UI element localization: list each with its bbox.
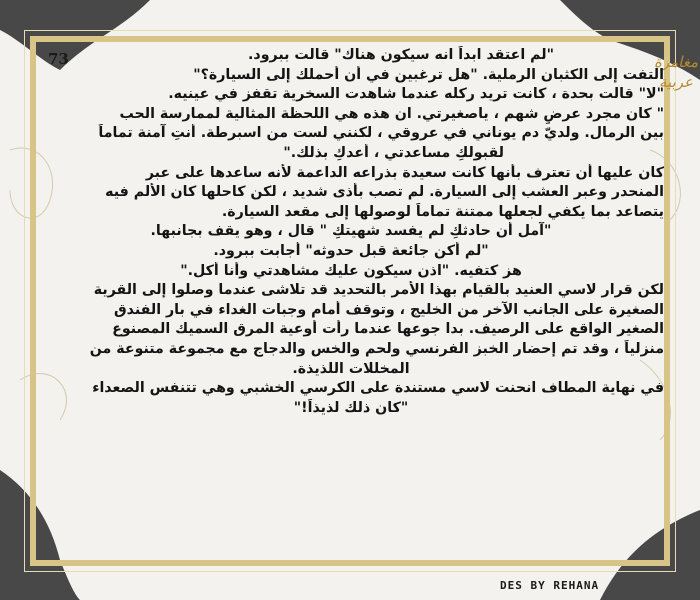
text-line: يتصاعد بما يكفي لجعلها ممتنة تماماً لوصولها إلى مقعد السيارة.	[221, 203, 664, 220]
text-line: لقبولكِ مساعدتي ، أعدكِ بذلك."	[283, 144, 504, 161]
text-line: لكن قرار لاسي العنيد بالقيام بهذا الأمر بالتحديد قد تلاشى عندما وصلوا إلى القرية	[93, 282, 664, 299]
text-line: التفت إلى الكثبان الرملية. "هل ترغبين في أن أحملك إلى السيارة؟"	[193, 66, 664, 83]
text-line: "لم أكن جائعة قبل حدوثه" أجابت ببرود.	[213, 242, 489, 259]
text-line: "لم اعتقد ابداً انه سيكون هناك" قالت ببرود.	[248, 47, 554, 63]
text-line: " كان مجرد عرضٍ شهم ، ياصغيرتي. ان هذه هي اللحظة المثالية لممارسة الحب	[119, 105, 664, 122]
text-line: هز كتفيه. "اذن سيكون عليك مشاهدتي وأنا أكل."	[180, 262, 522, 279]
text-line: المخللات اللذيذة.	[292, 360, 410, 377]
logo-line-1: مغامرة	[653, 53, 698, 71]
text-line: في نهاية المطاف انحنت لاسي مستندة على الكرسي الخشبي وهي تتنفس الصعداء	[92, 380, 664, 397]
text-line: المنحدر وعبر العشب إلى السيارة. لم تصب بأذى شديد ، لكن كاحلها كان الألم فيه	[105, 184, 664, 201]
story-text	[38, 46, 664, 418]
text-line: منزلياً ، وقد تم إحضار الخبز الفرنسي ولحم والخس والدجاج مع مجموعة متنوعة من	[89, 340, 664, 357]
text-line: "لا" قالت بحدة ، كانت تريد ركله عندما شاهدت السخرية تقفز في عينيه.	[168, 86, 664, 103]
text-line: "آمل أن حادثكِ لم يفسد شهيتكِ " قال ، وهو يقف بجانبها.	[150, 223, 552, 240]
text-line: "كان ذلك لذيذاً!"	[293, 399, 409, 416]
text-line: كان عليها أن تعترف بأنها كانت سعيدة بذراعه الداعمة لأنه ساعدها على عبر	[145, 164, 664, 181]
text-line: الصغيرة على الجانب الآخر من الخليج ، وتوقف أمام وجبات الغداء في بار الفندق	[113, 301, 664, 318]
designer-credit: DES BY REHANA	[500, 579, 600, 592]
logo-line-2: عربية	[659, 73, 693, 91]
page-number: 73	[48, 50, 69, 68]
text-line: بين الرمال. ولديّ دم يوناني في عروقي ، لكنني لست من اسبرطة. أنتِ آمنة تماماً	[98, 125, 664, 142]
text-line: الصغير الواقع على الرصيف. بدا جوعها عندما رأت أوعية المرق السميك المصنوع	[112, 321, 664, 338]
